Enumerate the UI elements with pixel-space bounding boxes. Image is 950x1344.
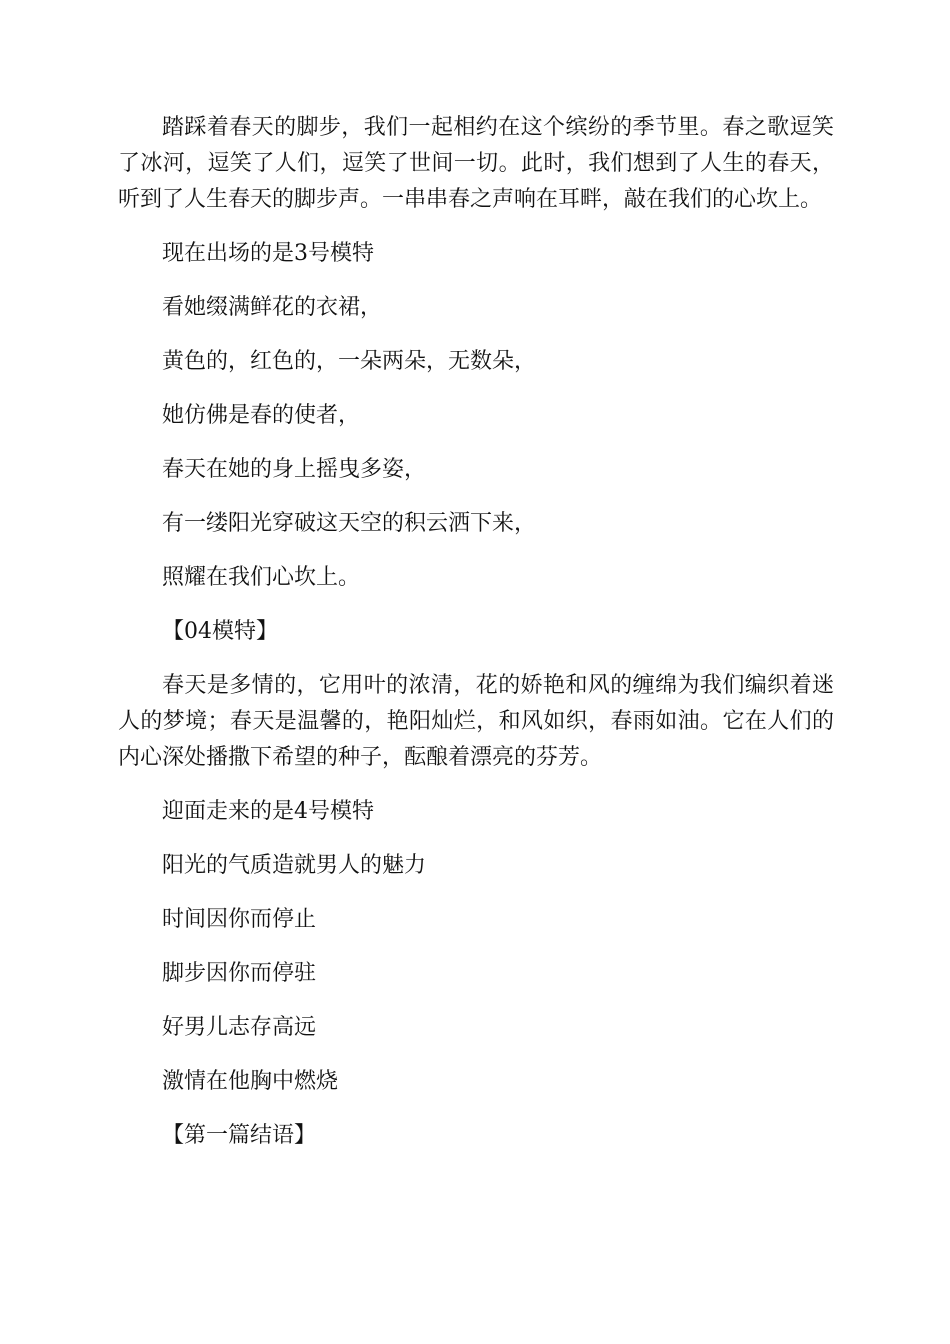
poem-4-line: 时间因你而停止: [162, 907, 317, 932]
poem-3-line: 黄色的，红色的，一朵两朵，无数朵，: [162, 349, 537, 374]
paragraph-spring-passionate: 春天是多情的，它用叶的浓清，花的娇艳和风的缠绵为我们编织着迷人的梦境；春天是温馨的，艳阳灿烂，和风如织，春雨如油。它在人们的内心深处播撒下希望的种子，酝酿着漂亮的芬芳。: [118, 673, 834, 770]
poem-4-line: 阳光的气质造就男人的魅力: [162, 853, 427, 878]
poem-4-line: 激情在他胸中燃烧: [162, 1069, 339, 1094]
poem-4-line: 脚步因你而停驻: [162, 961, 317, 986]
section-heading-model-04: 【04模特】: [162, 619, 278, 644]
paragraph-spring-footsteps: 踏踩着春天的脚步，我们一起相约在这个缤纷的季节里。春之歌逗笑了冰河，逗笑了人们，逗笑了世间一切。此时，我们想到了人生的春天，听到了人生春天的脚步声。一串串春之声响在耳畔，敲在我们的心坎上。: [118, 115, 834, 212]
poem-3-line: 春天在她的身上摇曳多姿，: [162, 457, 427, 482]
poem-3-line: 她仿佛是春的使者，: [162, 403, 361, 428]
poem-4-line: 好男儿志存高远: [162, 1015, 317, 1040]
poem-3-line: 有一缕阳光穿破这天空的积云洒下来，: [162, 511, 537, 536]
poem-3-line: 看她缀满鲜花的衣裙，: [162, 295, 383, 320]
section-heading-conclusion: 【第一篇结语】: [162, 1123, 317, 1148]
model-3-intro: 现在出场的是3号模特: [162, 241, 374, 266]
poem-3-line: 照耀在我们心坎上。: [162, 565, 361, 590]
document-body: [118, 110, 834, 1172]
model-4-intro: 迎面走来的是4号模特: [162, 799, 374, 824]
